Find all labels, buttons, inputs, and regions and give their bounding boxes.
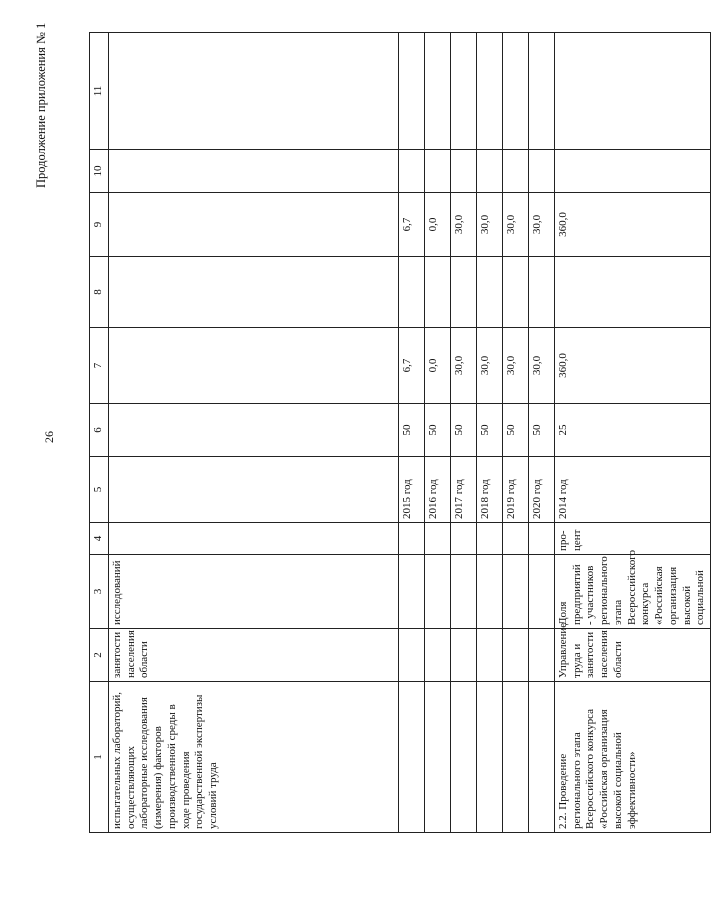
appendix-note: Продолжение приложения № 1 <box>34 22 48 188</box>
table-row <box>476 33 502 833</box>
table-row <box>450 33 476 833</box>
measure-name-cell: испытательных лабораторий, осуществляющих лабораторные исследования (измерения) факторов производственной среды в ходе проведения государственной экспертизы условий труда <box>108 682 398 833</box>
header-col-6: 6 <box>90 404 109 457</box>
header-col-8: 8 <box>90 257 109 328</box>
value-cell: 30,0 <box>528 193 554 257</box>
header-col-11: 11 <box>90 33 109 150</box>
value-cell: 30,0 <box>476 193 502 257</box>
value-cell: 50 <box>424 404 450 457</box>
executor-cell: занятости населения области <box>108 629 398 682</box>
page-number: 26 <box>42 431 56 443</box>
value-cell: 0,0 <box>424 328 450 404</box>
value-cell: 360,0 <box>554 328 710 404</box>
header-col-7: 7 <box>90 328 109 404</box>
value-cell: 30,0 <box>476 328 502 404</box>
table-row <box>398 33 424 833</box>
measure-name-cell: 2.2. Проведение регионального этапа Всероссийского конкурса «Российская организация высокой социальной эффективности» <box>554 682 710 833</box>
value-cell: 50 <box>476 404 502 457</box>
value-cell: 360,0 <box>554 193 710 257</box>
year-cell: 2014 год <box>554 457 710 523</box>
value-cell: 50 <box>528 404 554 457</box>
value-cell: 6,7 <box>398 193 424 257</box>
year-cell: 2016 год <box>424 457 450 523</box>
header-col-9: 9 <box>90 193 109 257</box>
unit-cell: про-цент <box>554 523 710 555</box>
value-cell: 25 <box>554 404 710 457</box>
header-col-4: 4 <box>90 523 109 555</box>
indicator-cell: Доля предприятий - участников регионального этапа Всероссийского конкурса «Российская организация высокой социальной <box>554 555 710 629</box>
year-cell: 2018 год <box>476 457 502 523</box>
program-table <box>89 32 711 833</box>
executor-cell: Управление труда и занятости населения области <box>554 629 710 682</box>
table-row <box>424 33 450 833</box>
table-container <box>89 33 707 833</box>
year-cell: 2019 год <box>502 457 528 523</box>
indicator-cell: исследований <box>108 555 398 629</box>
table-row <box>502 33 528 833</box>
value-cell: 0,0 <box>424 193 450 257</box>
year-cell: 2020 год <box>528 457 554 523</box>
table-row <box>528 33 554 833</box>
year-cell: 2015 год <box>398 457 424 523</box>
header-row <box>90 33 109 833</box>
value-cell: 30,0 <box>450 193 476 257</box>
table-row <box>108 33 398 833</box>
value-cell: 6,7 <box>398 328 424 404</box>
value-cell: 30,0 <box>502 328 528 404</box>
value-cell: 50 <box>398 404 424 457</box>
value-cell: 30,0 <box>450 328 476 404</box>
header-col-10: 10 <box>90 150 109 193</box>
value-cell: 30,0 <box>502 193 528 257</box>
header-col-2: 2 <box>90 629 109 682</box>
value-cell: 30,0 <box>528 328 554 404</box>
header-col-1: 1 <box>90 682 109 833</box>
year-cell: 2017 год <box>450 457 476 523</box>
table-row <box>554 33 710 833</box>
header-col-5: 5 <box>90 457 109 523</box>
value-cell: 50 <box>502 404 528 457</box>
header-col-3: 3 <box>90 555 109 629</box>
value-cell: 50 <box>450 404 476 457</box>
